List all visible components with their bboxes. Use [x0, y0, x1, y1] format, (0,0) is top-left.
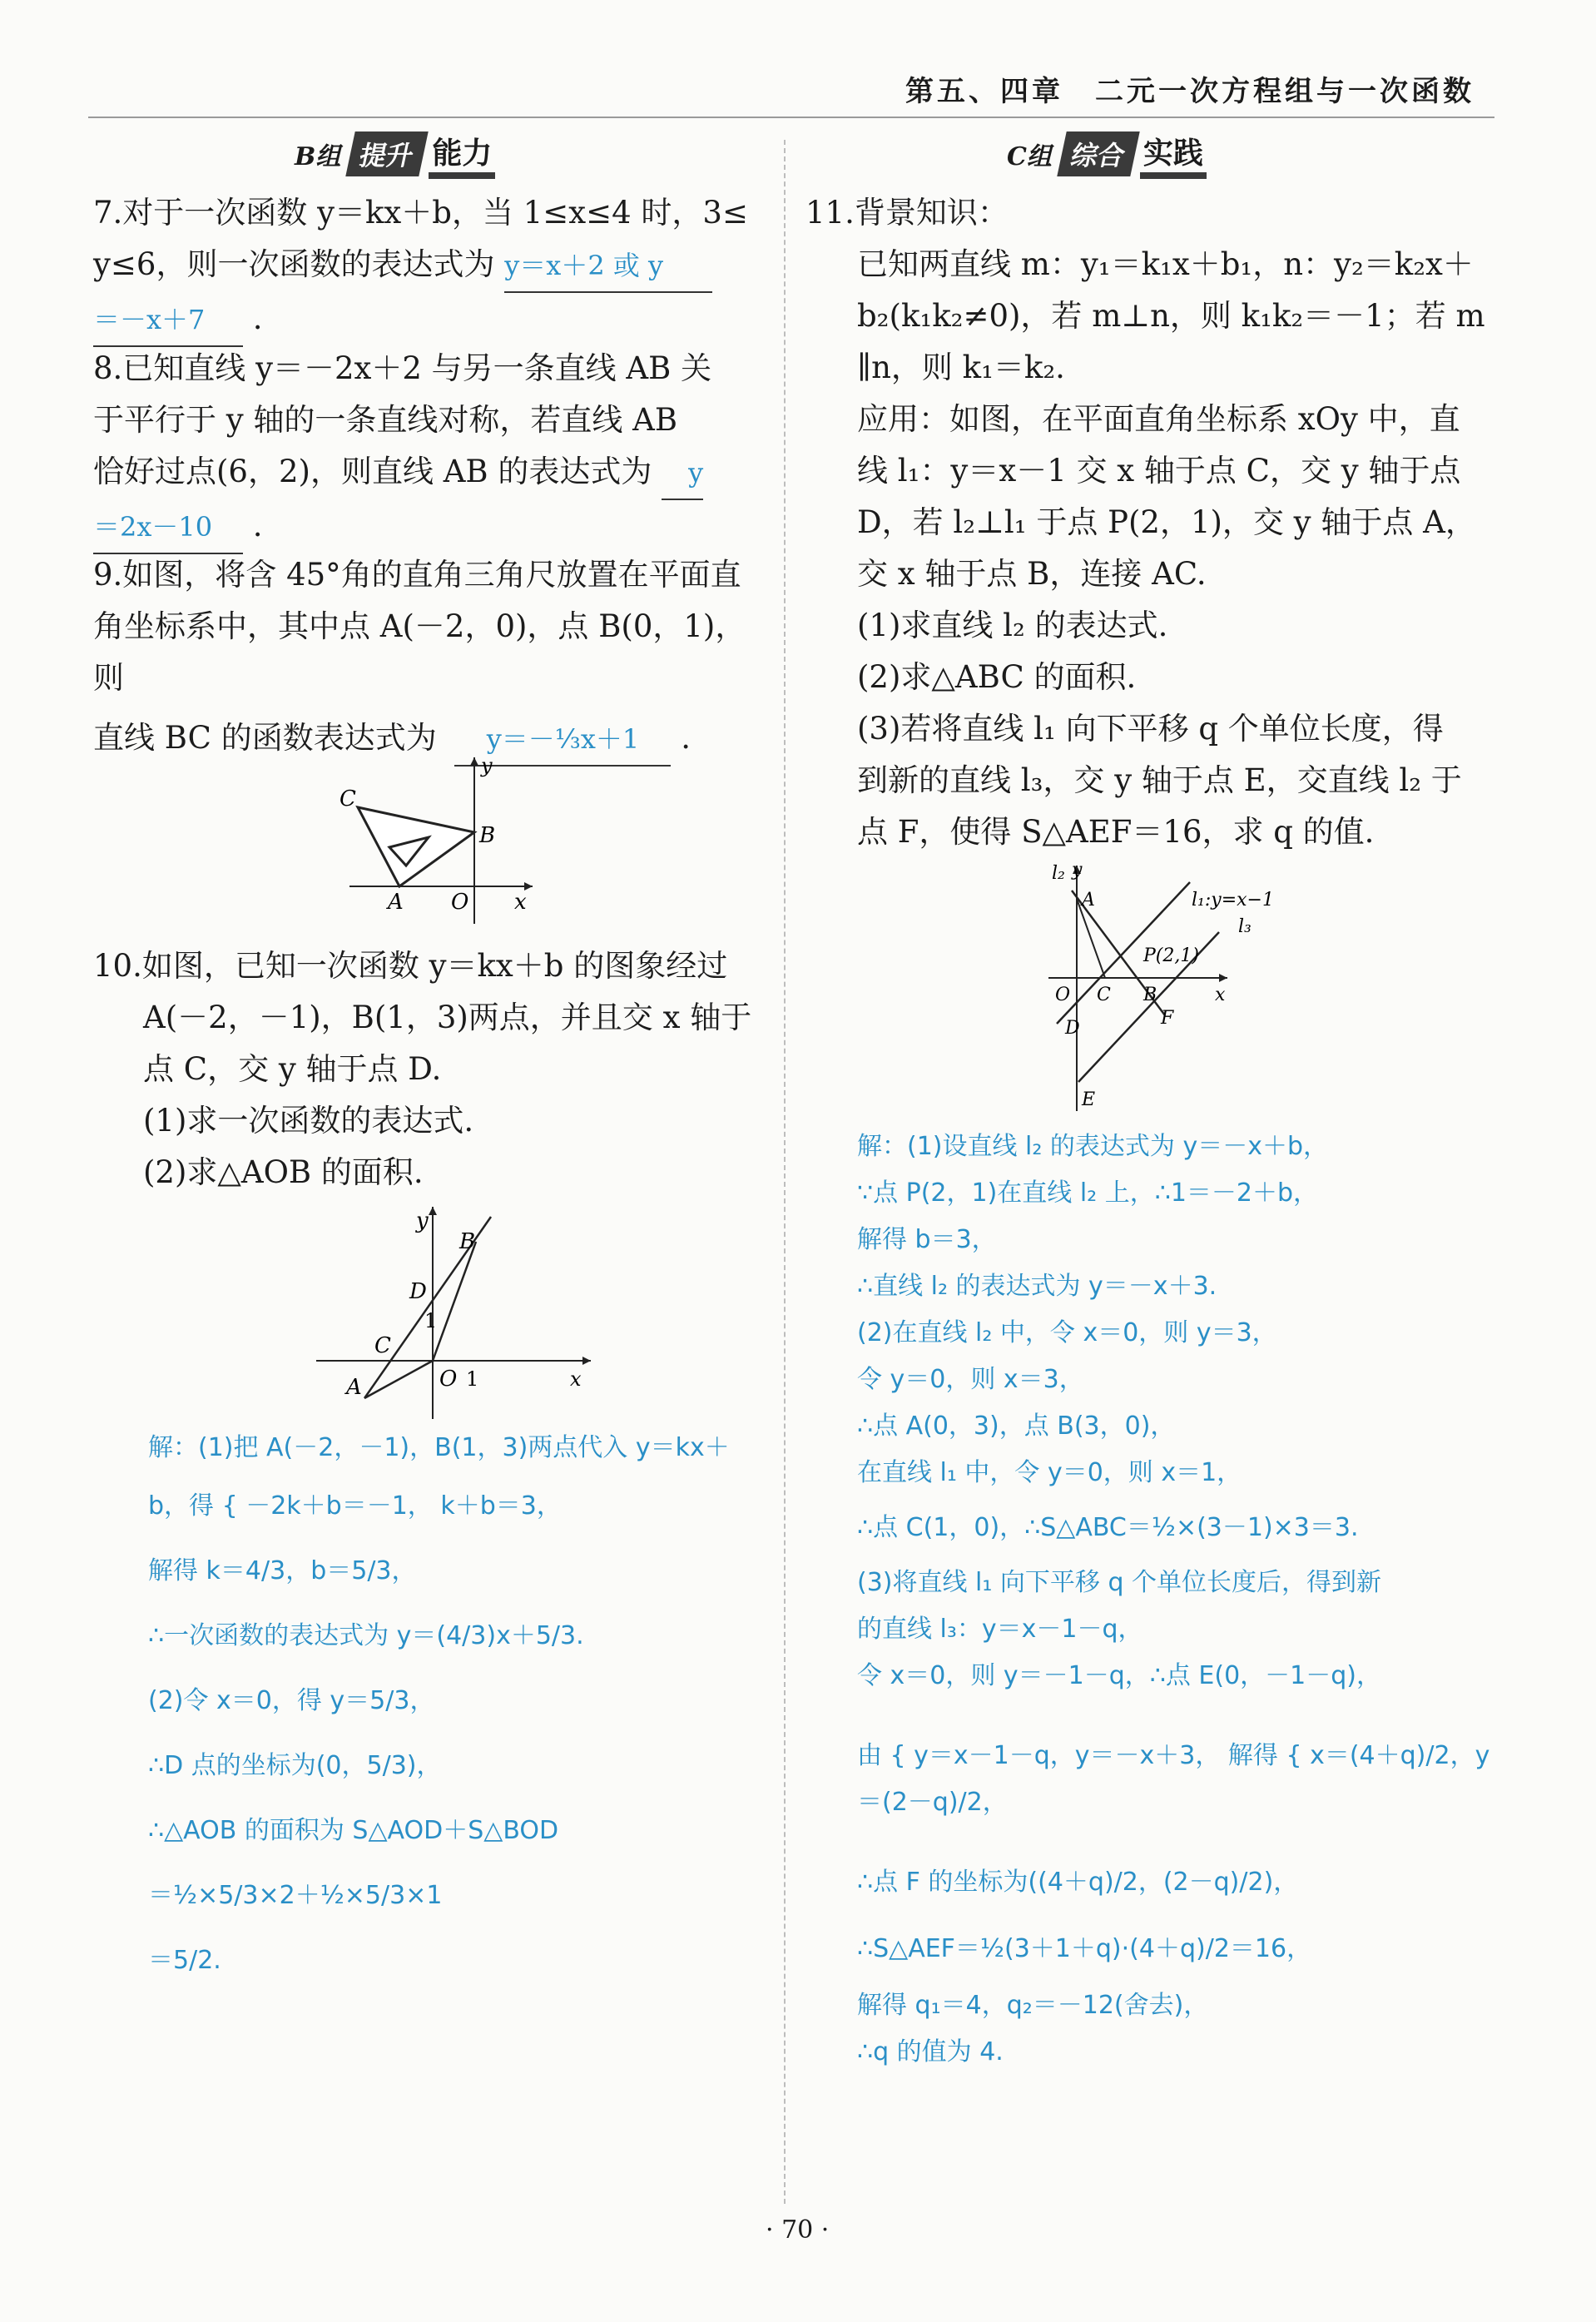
sol11-line: 在直线 l₁ 中，令 y＝0，则 x＝1， [857, 1458, 1242, 1487]
q9-answer: y＝－⅓x＋1 [454, 713, 671, 767]
q7-answer-2: ＝－x＋7 [93, 294, 243, 347]
sol11-line: (3)将直线 l₁ 向下平移 q 个单位长度后，得到新 [857, 1568, 1382, 1597]
sol11-line: 解得 b＝3， [857, 1225, 997, 1254]
q11-line: ∥n，则 k₁＝k₂. [857, 350, 1065, 385]
q7-line2: y≤6，则一次函数的表达式为 y＝x＋2 或 y [93, 239, 767, 293]
sol11-line: ∴q 的值为 4. [857, 2037, 1004, 2066]
question-11 [805, 187, 1488, 858]
q11-line: 11.背景知识： [805, 195, 1009, 231]
q11-line: (1)求直线 l₂ 的表达式. [857, 608, 1168, 643]
q11-line: (2)求△ABC 的面积. [857, 659, 1137, 695]
q11-line: 线 l₁：y＝x－1 交 x 轴于点 C，交 y 轴于点 [857, 453, 1461, 489]
sol10-line: 解得 k＝4/3，b＝5/3， [148, 1556, 417, 1585]
header-rule [88, 117, 1494, 118]
sol11-line: 解：(1)设直线 l₂ 的表达式为 y＝－x＋b， [857, 1132, 1329, 1161]
sol11-line: ∴S△AEF＝½(3＋1＋q)·(4＋q)/2＝16， [857, 1934, 1312, 1963]
chapter-header: 第五、四章 二元一次方程组与一次函数 [905, 75, 1475, 108]
sol10-line: ∴△AOB 的面积为 S△AOD＋S△BOD [148, 1816, 559, 1845]
q11-label-p: P(2,1) [1143, 945, 1199, 966]
banner-tag: 提升 [346, 131, 429, 176]
q9-label-b: B [479, 823, 496, 848]
q11-label-a: A [1082, 890, 1095, 910]
q11-line: D，若 l₂⊥l₁ 于点 P(2，1)，交 y 轴于点 A， [857, 504, 1476, 540]
banner-group: C组 [1007, 142, 1052, 171]
q9-label-o: O [451, 890, 469, 915]
q11-label-l1: l₁:y=x−1 [1192, 890, 1274, 910]
sol11-line: ∴点 A(0，3)，点 B(3，0)， [857, 1412, 1176, 1441]
section-banner-b [295, 133, 495, 175]
q11-label-b: B [1143, 985, 1157, 1005]
q10-x-arrow [582, 1357, 591, 1365]
q10-label-b: B [459, 1229, 476, 1254]
sol11-line: (2)在直线 l₂ 中，令 x＝0，则 y＝3， [857, 1318, 1277, 1347]
q8-line1: 8.已知直线 y＝－2x＋2 与另一条直线 AB 关 [93, 350, 712, 386]
q11-label-y: y [1072, 860, 1083, 881]
q9-line3: 直线 BC 的函数表达式为 y＝－⅓x＋1 . [93, 712, 767, 767]
q11-label-x: x [1215, 985, 1226, 1005]
sol10-line: ＝½×5/3×2＋½×5/3×1 [148, 1881, 443, 1910]
q10-line4: (1)求一次函数的表达式. [143, 1103, 474, 1139]
sol11-line: 的直线 l₃：y＝x－1－q， [857, 1615, 1143, 1644]
q9-label-c: C [340, 786, 356, 811]
q11-line: 到新的直线 l₃，交 y 轴于点 E，交直线 l₂ 于 [857, 762, 1462, 798]
question-9 [93, 549, 767, 767]
sol10-line: 解：(1)把 A(－2，－1)，B(1，3)两点代入 y＝kx＋ [148, 1433, 730, 1462]
q11-figure [1032, 857, 1315, 1115]
q11-label-o: O [1055, 985, 1071, 1005]
sol11-line: 解得 q₁＝4，q₂＝－12(舍去)， [857, 1991, 1209, 2020]
sol11-line: ∵点 P(2，1)在直线 l₂ 上，∴1＝－2＋b， [857, 1178, 1319, 1208]
q10-label-d: D [409, 1279, 427, 1304]
q11-line: b₂(k₁k₂≠0)，若 m⊥n，则 k₁k₂＝－1；若 m [857, 298, 1485, 334]
column-divider [784, 140, 786, 2204]
sol11-line: 由 { y＝x－1－q，y＝－x＋3， 解得 { x＝(4＋q)/2，y＝(2－q)/2， [857, 1741, 1490, 1817]
q7-line1: 7.对于一次函数 y＝kx＋b，当 1≤x≤4 时，3≤ [93, 195, 748, 231]
q11-label-f: F [1161, 1008, 1174, 1029]
q11-label-e: E [1082, 1089, 1096, 1110]
section-banner-c [1007, 133, 1207, 175]
q8-line3: 恰好过点(6，2)，则直线 AB 的表达式为 y [93, 446, 767, 500]
q11-line: 已知两直线 m：y₁＝k₁x＋b₁，n：y₂＝k₂x＋ [857, 246, 1474, 282]
q10-label-one-x: 1 [466, 1367, 479, 1391]
q10-line1: 10.如图，已知一次函数 y＝kx＋b 的图象经过 [93, 948, 728, 984]
q10-label-c: C [374, 1333, 391, 1358]
sol10-line: b，得 { －2k＋b＝－1， k＋b＝3， [148, 1491, 562, 1521]
q10-segment-ao [364, 1361, 433, 1398]
q8-line2: 于平行于 y 轴的一条直线对称，若直线 AB [93, 402, 678, 438]
solution-10 [148, 1425, 764, 1984]
q9-line2: 角坐标系中，其中点 A(－2，0)，点 B(0，1)，则 [93, 608, 746, 696]
q10-y-arrow [429, 1207, 437, 1215]
q11-line: 点 F，使得 S△AEF＝16，求 q 的值. [857, 814, 1375, 850]
sol10-line: ∴一次函数的表达式为 y＝(4/3)x＋5/3. [148, 1621, 584, 1650]
banner-word: 实践 [1140, 130, 1207, 179]
q10-line5: (2)求△AOB 的面积. [143, 1154, 424, 1190]
q10-label-o: O [439, 1367, 458, 1392]
q11-x-arrow [1219, 974, 1227, 982]
q9-line1: 9.如图，将含 45°角的直角三角尺放置在平面直 [93, 557, 741, 593]
q11-line: 应用：如图，在平面直角坐标系 xOy 中，直 [857, 401, 1460, 437]
q10-label-one-y: 1 [424, 1309, 438, 1332]
q8-line4: ＝2x－10 . [93, 500, 767, 554]
q7-answer-1: y＝x＋2 或 y [504, 240, 712, 293]
question-8 [93, 343, 767, 554]
banner-tag: 综合 [1057, 131, 1139, 176]
sol11-line: ∴点 C(1，0)，∴S△ABC＝½×(3－1)×3＝3. [857, 1513, 1359, 1542]
page-number: · 70 · [766, 2215, 830, 2245]
sol10-line: ＝5/2. [148, 1946, 221, 1975]
q10-figure [316, 1198, 599, 1423]
sol10-line: ∴D 点的坐标为(0，5/3)， [148, 1751, 442, 1780]
question-7 [93, 187, 767, 347]
sol10-line: (2)令 x＝0，得 y＝5/3， [148, 1686, 435, 1715]
q10-line2: A(－2，－1)，B(1，3)两点，并且交 x 轴于 [143, 1000, 752, 1035]
q10-label-y: y [416, 1208, 429, 1233]
solution-11 [857, 1124, 1498, 2076]
q9-label-y: y [481, 754, 493, 777]
q11-line: (3)若将直线 l₁ 向下平移 q 个单位长度，得 [857, 711, 1444, 747]
q11-line: 交 x 轴于点 B，连接 AC. [857, 556, 1207, 592]
q11-segment-ac [1077, 899, 1105, 978]
sol11-line: ∴直线 l₂ 的表达式为 y＝－x＋3. [857, 1272, 1217, 1301]
q9-triangle [358, 807, 474, 886]
banner-word: 能力 [429, 130, 495, 179]
q11-label-l3: l₃ [1238, 916, 1252, 937]
q9-label-a: A [388, 890, 404, 915]
q11-label-c: C [1097, 985, 1111, 1005]
q9-figure [333, 749, 549, 932]
banner-group: B组 [295, 142, 341, 171]
q7-line3: ＝－x＋7 . [93, 293, 767, 347]
q10-segment-ob [433, 1242, 476, 1361]
q8-answer-2: ＝2x－10 [93, 501, 243, 554]
q9-label-x: x [514, 890, 527, 915]
q11-label-d: D [1065, 1018, 1080, 1039]
q10-label-x: x [570, 1367, 582, 1391]
sol11-line: 令 x＝0，则 y＝－1－q，∴点 E(0，－1－q)， [857, 1661, 1381, 1690]
question-10 [93, 940, 767, 1198]
sol11-line: 令 y＝0，则 x＝3， [857, 1365, 1084, 1394]
q10-line3: 点 C，交 y 轴于点 D. [143, 1051, 442, 1087]
sol11-line: ∴点 F 的坐标为((4＋q)/2，(2－q)/2)， [857, 1868, 1299, 1897]
q10-label-a: A [346, 1375, 362, 1400]
q9-y-arrow [470, 757, 478, 766]
q11-label-l2: l₂ [1052, 863, 1065, 884]
q8-answer-1: y [662, 447, 703, 500]
